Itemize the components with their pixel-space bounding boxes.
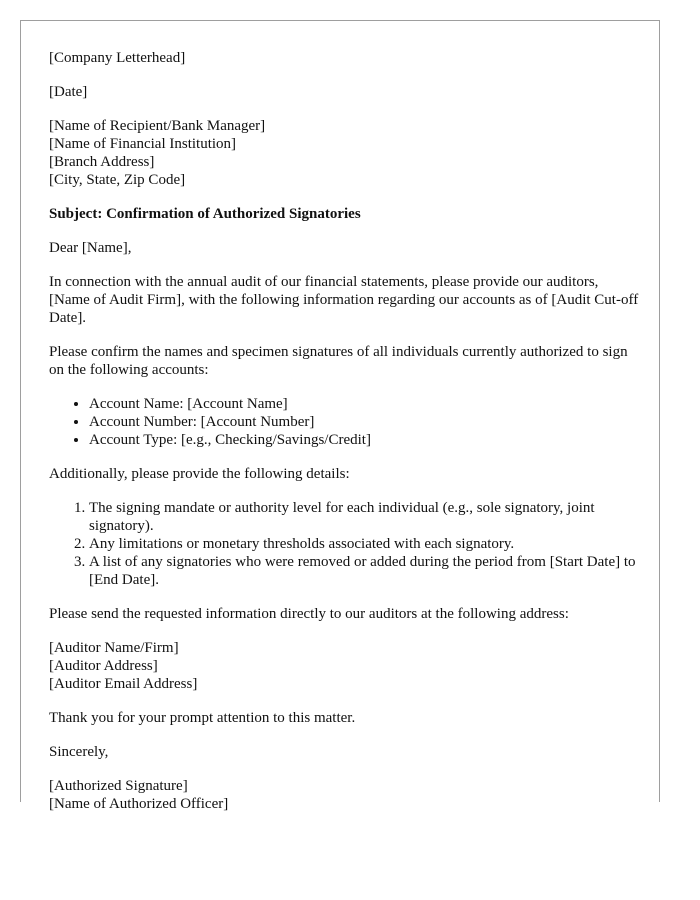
auditor-address (49, 639, 639, 693)
send-instruction: Please send the requested information directly to our auditors at the following address: (49, 606, 569, 622)
recipient-branch-address: [Branch Address] (49, 154, 155, 170)
details-list (49, 499, 639, 589)
letter-date: [Date] (49, 84, 88, 100)
signature-line: [Authorized Signature] (49, 778, 188, 794)
confirm-request-paragraph: Please confirm the names and specimen signatures of all individuals currently authorized to sign on the following accounts: (49, 344, 628, 378)
letter-page (20, 20, 660, 812)
auditor-street-address: [Auditor Address] (49, 658, 158, 674)
officer-name: [Name of Authorized Officer] (49, 796, 229, 812)
list-item: • Account Name: [Account Name] (89, 395, 639, 413)
auditor-email: [Auditor Email Address] (49, 676, 198, 692)
letter-body (49, 49, 639, 829)
recipient-institution: [Name of Financial Institution] (49, 136, 237, 152)
list-item: 2. Any limitations or monetary thresholds associated with each signatory. (89, 535, 639, 553)
list-item: 1. The signing mandate or authority level for each individual (e.g., sole signatory, joint signatory). (89, 499, 639, 535)
recipient-address (49, 117, 639, 189)
thanks-paragraph: Thank you for your prompt attention to this matter. (49, 710, 356, 726)
list-item: • Account Number: [Account Number] (89, 413, 639, 431)
auditor-name: [Auditor Name/Firm] (49, 640, 179, 656)
details-intro: Additionally, please provide the following details: (49, 466, 350, 482)
salutation: Dear [Name], (49, 240, 132, 256)
recipient-city-state-zip: [City, State, Zip Code] (49, 172, 186, 188)
list-item: • Account Type: [e.g., Checking/Savings/Credit] (89, 431, 639, 449)
intro-paragraph: In connection with the annual audit of our financial statements, please provide our auditors, [Name of Audit Firm], with the following information regarding our accounts as of [Audit Cut-off Date]. (49, 274, 639, 326)
letterhead: [Company Letterhead] (49, 50, 186, 66)
signature-block (49, 777, 639, 813)
recipient-name: [Name of Recipient/Bank Manager] (49, 118, 266, 134)
closing: Sincerely, (49, 744, 109, 760)
subject-line: Subject: Confirmation of Authorized Signatories (49, 206, 361, 222)
list-item: 3. A list of any signatories who were removed or added during the period from [Start Date] to [End Date]. (89, 553, 639, 589)
accounts-list (49, 395, 639, 449)
